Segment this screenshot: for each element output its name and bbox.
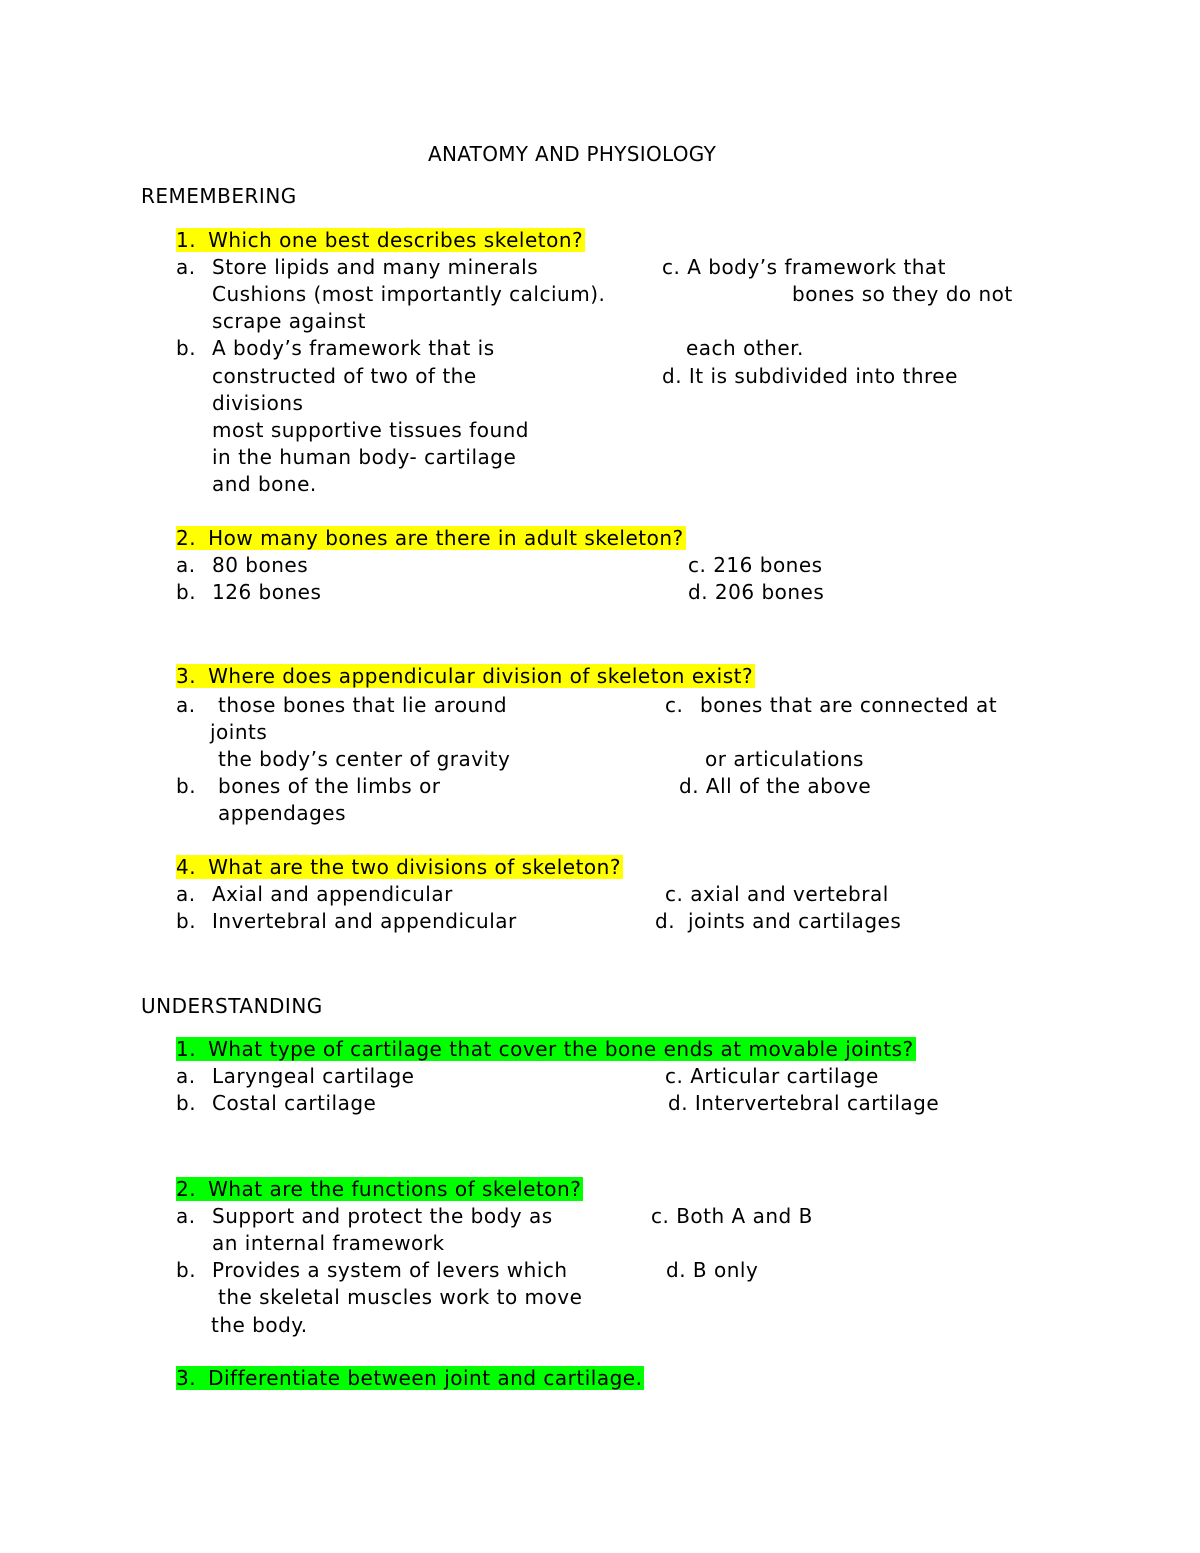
section-heading-remembering: REMEMBERING bbox=[141, 184, 297, 208]
option-text: c. A body’s framework that bbox=[662, 255, 947, 279]
question-text: Differentiate between joint and cartilage. bbox=[208, 1366, 643, 1390]
option-label: a. bbox=[176, 1064, 196, 1088]
option-text: Provides a system of levers which bbox=[212, 1258, 568, 1282]
question-number: 1. bbox=[176, 1037, 197, 1061]
option-label: c. bbox=[665, 693, 684, 717]
option-label: b. bbox=[176, 1258, 197, 1282]
option-text: Cushions (most importantly calcium). bbox=[212, 282, 606, 306]
option-label: a. bbox=[176, 553, 196, 577]
option-label: a. bbox=[176, 255, 196, 279]
option-text: c. axial and vertebral bbox=[665, 882, 889, 906]
option-text: Laryngeal cartilage bbox=[212, 1064, 415, 1088]
question-4-highlight bbox=[176, 855, 623, 879]
question-2-highlight bbox=[176, 526, 686, 550]
option-text: Support and protect the body as bbox=[212, 1204, 553, 1228]
question-text: What are the two divisions of skeleton? bbox=[208, 855, 621, 879]
option-text: bones so they do not bbox=[792, 282, 1013, 306]
option-text: appendages bbox=[218, 801, 346, 825]
option-label: b. bbox=[176, 1091, 197, 1115]
option-label: a. bbox=[176, 693, 196, 717]
question-number: 2. bbox=[176, 526, 197, 550]
option-text: Invertebral and appendicular bbox=[212, 909, 517, 933]
option-text: joints bbox=[210, 720, 268, 744]
understanding-question-3-highlight bbox=[176, 1366, 644, 1390]
question-number: 2. bbox=[176, 1177, 197, 1201]
option-text: d. All of the above bbox=[679, 774, 872, 798]
option-text: d. It is subdivided into three bbox=[662, 364, 958, 388]
option-text: 80 bones bbox=[212, 553, 309, 577]
option-text: bones of the limbs or bbox=[218, 774, 441, 798]
option-text: A body’s framework that is bbox=[212, 336, 495, 360]
option-text: bones that are connected at bbox=[700, 693, 998, 717]
option-text: and bone. bbox=[212, 472, 317, 496]
question-text: How many bones are there in adult skeleton? bbox=[208, 526, 684, 550]
page-title: ANATOMY AND PHYSIOLOGY bbox=[428, 142, 717, 166]
option-text: Axial and appendicular bbox=[212, 882, 453, 906]
option-text: the body. bbox=[211, 1313, 308, 1337]
question-number: 4. bbox=[176, 855, 197, 879]
option-text: divisions bbox=[212, 391, 304, 415]
question-3-highlight bbox=[176, 664, 755, 688]
option-text: d. B only bbox=[666, 1258, 759, 1282]
option-text: d. Intervertebral cartilage bbox=[668, 1091, 940, 1115]
question-text: Which one best describes skeleton? bbox=[208, 228, 584, 252]
option-text: in the human body- cartilage bbox=[212, 445, 517, 469]
option-text: d. 206 bones bbox=[688, 580, 825, 604]
option-text: 126 bones bbox=[212, 580, 322, 604]
question-text: Where does appendicular division of skeleton exist? bbox=[208, 664, 754, 688]
option-text: c. Both A and B bbox=[651, 1204, 813, 1228]
option-text: scrape against bbox=[212, 309, 366, 333]
option-label: a. bbox=[176, 882, 196, 906]
option-text: most supportive tissues found bbox=[212, 418, 529, 442]
option-label: a. bbox=[176, 1204, 196, 1228]
option-text: Store lipids and many minerals bbox=[212, 255, 539, 279]
understanding-question-1-highlight bbox=[176, 1037, 916, 1061]
question-number: 1. bbox=[176, 228, 197, 252]
option-label: b. bbox=[176, 909, 197, 933]
understanding-question-2-highlight bbox=[176, 1177, 583, 1201]
question-1-highlight bbox=[176, 228, 585, 252]
question-text: What are the functions of skeleton? bbox=[208, 1177, 582, 1201]
question-text: What type of cartilage that cover the bone ends at movable joints? bbox=[208, 1037, 914, 1061]
option-text: joints and cartilages bbox=[688, 909, 902, 933]
option-label: b. bbox=[176, 774, 197, 798]
option-text: the skeletal muscles work to move bbox=[218, 1285, 583, 1309]
option-text: each other. bbox=[686, 336, 804, 360]
question-number: 3. bbox=[176, 664, 197, 688]
section-heading-understanding: UNDERSTANDING bbox=[141, 994, 323, 1018]
option-text: those bones that lie around bbox=[218, 693, 508, 717]
option-text: the body’s center of gravity bbox=[218, 747, 511, 771]
option-text: Costal cartilage bbox=[212, 1091, 377, 1115]
option-label: b. bbox=[176, 336, 197, 360]
question-number: 3. bbox=[176, 1366, 197, 1390]
option-label: b. bbox=[176, 580, 197, 604]
option-text: an internal framework bbox=[212, 1231, 445, 1255]
option-text: c. 216 bones bbox=[688, 553, 823, 577]
option-text: c. Articular cartilage bbox=[665, 1064, 879, 1088]
option-text: constructed of two of the bbox=[212, 364, 477, 388]
option-text: or articulations bbox=[705, 747, 864, 771]
option-label: d. bbox=[655, 909, 676, 933]
